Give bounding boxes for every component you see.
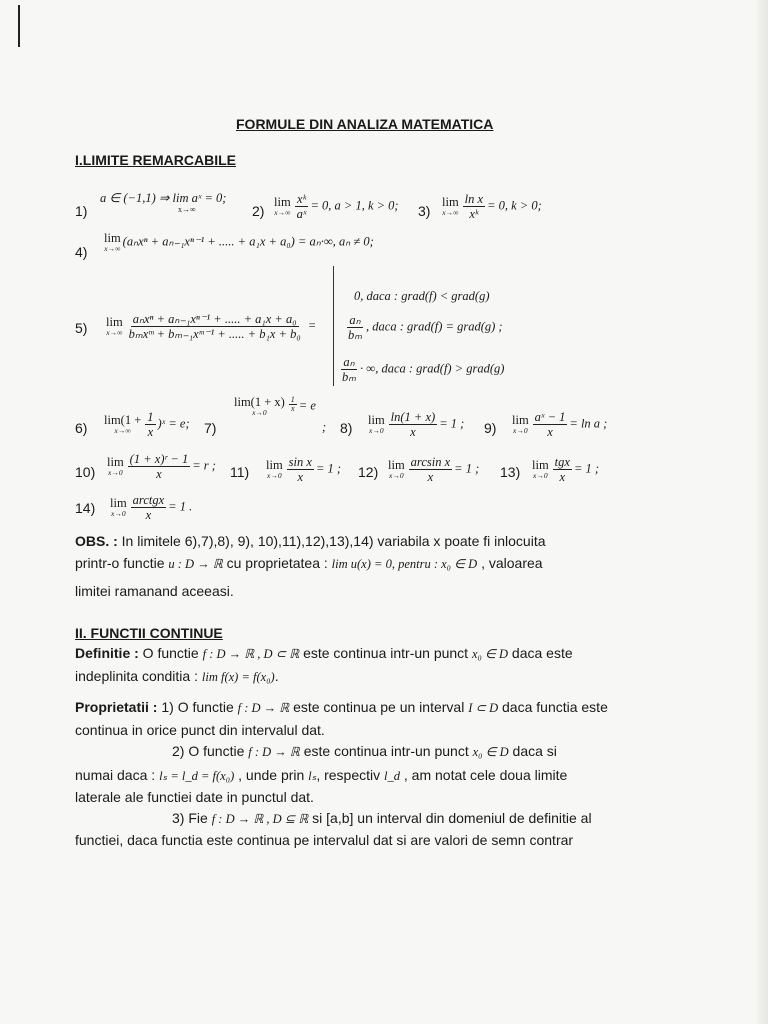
section-heading-continuous: II. FUNCTII CONTINUE: [75, 625, 223, 641]
margin-mark: [18, 5, 20, 47]
formula-3: lim x→∞ $\frac{\text{ln x}}{\text{xᵏ}}$ = 0, k > 0;: [442, 192, 542, 221]
property-3-line-1: 3) Fie f : D → ℝ , D ⊆ ℝ si [a,b] un interval din domeniul de definitie al: [172, 810, 592, 826]
formula-5: lim x→∞ $\frac{\text{aₙxⁿ + aₙ₋₁xⁿ⁻¹ + ..... + a₁x + a₀}}{\text{bₘxᵐ + bₘ₋₁xᵐ⁻¹ + ..... + b₁x + b₀}}$ =: [106, 312, 317, 341]
definition-line-1: Definitie : O functie f : D → ℝ , D ⊂ ℝ este continua intr-un punct x₀ ∈ D daca este: [75, 645, 573, 661]
formula-9-number: 9): [484, 420, 497, 436]
formula-5-case-2: $\frac{\text{aₙ}}{\text{bₘ}}$ , daca : grad(f) = grad(g) ;: [348, 313, 503, 342]
definition-line-2: indeplinita conditia : lim f(x) = f(x₀).: [75, 668, 279, 684]
formula-12-number: 12): [358, 464, 379, 480]
property-2-line-3: laterale ale functiei date in punctul dat.: [75, 789, 314, 805]
formula-1-expr: a ∈ (−1,1) ⇒ lim aˣ = 0;: [100, 191, 227, 205]
formula-9: lim x→0 $\frac{\text{aˣ − 1}}{x}$ = ln a ;: [512, 410, 608, 439]
formula-8-number: 8): [340, 420, 353, 436]
obs-line-1: OBS. : In limitele 6),7),8), 9), 10),11),12),13),14) variabila x poate fi inlocuita: [75, 533, 546, 549]
obs-line-3: limitei ramanand aceeasi.: [75, 583, 234, 599]
section-heading-limits: I.LIMITE REMARCABILE: [75, 152, 236, 168]
formula-13: lim x→0 $\frac{\text{tgx}}{x}$ = 1 ;: [532, 455, 600, 484]
formula-8: lim x→0 $\frac{\ln(1 + x)}{x}$ = 1 ;: [368, 410, 465, 439]
formula-11: lim x→0 $\frac{\text{sin x}}{x}$ = 1 ;: [266, 455, 342, 484]
formula-5-case-1: 0, daca : grad(f) < grad(g): [354, 289, 490, 303]
formula-6: lim(1 + x→∞ $\frac{1}{x}$ )ˣ = e;: [104, 410, 190, 439]
obs-line-2: printr-o functie u : D → ℝ cu proprietatea : lim u(x) = 0, pentru : x₀ ∈ D , valoarea: [75, 555, 543, 571]
formula-7: lim(1 + x) x→0 $\frac{1}{x}$ = e: [234, 395, 316, 417]
formula-12: lim x→0 $\frac{\text{arcsin x}}{x}$ = 1 ;: [388, 455, 480, 484]
formula-5-number: 5): [75, 320, 88, 336]
formula-11-number: 11): [230, 464, 250, 480]
formula-7-semicolon: ;: [322, 420, 327, 434]
formula-6-number: 6): [75, 420, 88, 436]
page-edge-shadow: [754, 0, 768, 1024]
formula-1-sub: x→∞: [178, 205, 196, 214]
formula-2: lim x→∞ $\frac{\text{xᵏ}}{\text{aˣ}}$ = 0, a > 1, k > 0;: [274, 192, 399, 221]
formula-14-number: 14): [75, 500, 96, 516]
property-1-line-2: continua in orice punct din intervalul dat.: [75, 722, 325, 738]
formula-10-number: 10): [75, 464, 96, 480]
property-3-line-2: functiei, daca functia este continua pe intervalul dat si are valori de semn contrar: [75, 832, 574, 848]
property-1-line-1: Proprietatii : 1) O functie f : D → ℝ este continua pe un interval I ⊂ D daca functia este: [75, 699, 608, 715]
formula-2-number: 2): [252, 203, 265, 219]
formula-3-number: 3): [418, 203, 431, 219]
formula-1: [100, 190, 226, 206]
formula-13-number: 13): [500, 464, 521, 480]
formula-4-number: 4): [75, 244, 88, 260]
formula-1-number: 1): [75, 203, 88, 219]
formula-10: lim x→0 $\frac{\text{(1 + x)ʳ − 1}}{x}$ = r ;: [107, 452, 216, 481]
formula-7-number: 7): [204, 420, 217, 436]
page-title: FORMULE DIN ANALIZA MATEMATICA: [236, 116, 494, 132]
formula-14: lim x→0 $\frac{\text{arctgx}}{x}$ = 1 .: [110, 493, 193, 522]
property-2-line-1: 2) O functie f : D → ℝ este continua intr-un punct x₀ ∈ D daca si: [172, 743, 557, 759]
formula-4: lim x→∞ (aₙxⁿ + aₙ₋₁xⁿ⁻¹ + ..... + a₁x + a₀) = aₙ·∞, aₙ ≠ 0;: [104, 231, 374, 253]
formula-5-case-3: $\frac{\text{aₙ}}{\text{bₘ}}$ · ∞, daca : grad(f) > grad(g): [342, 355, 505, 384]
property-2-line-2: numai daca : lₛ = l_d = f(x₀) , unde prin lₛ, respectiv l_d , am notat cele doua limite: [75, 767, 568, 783]
